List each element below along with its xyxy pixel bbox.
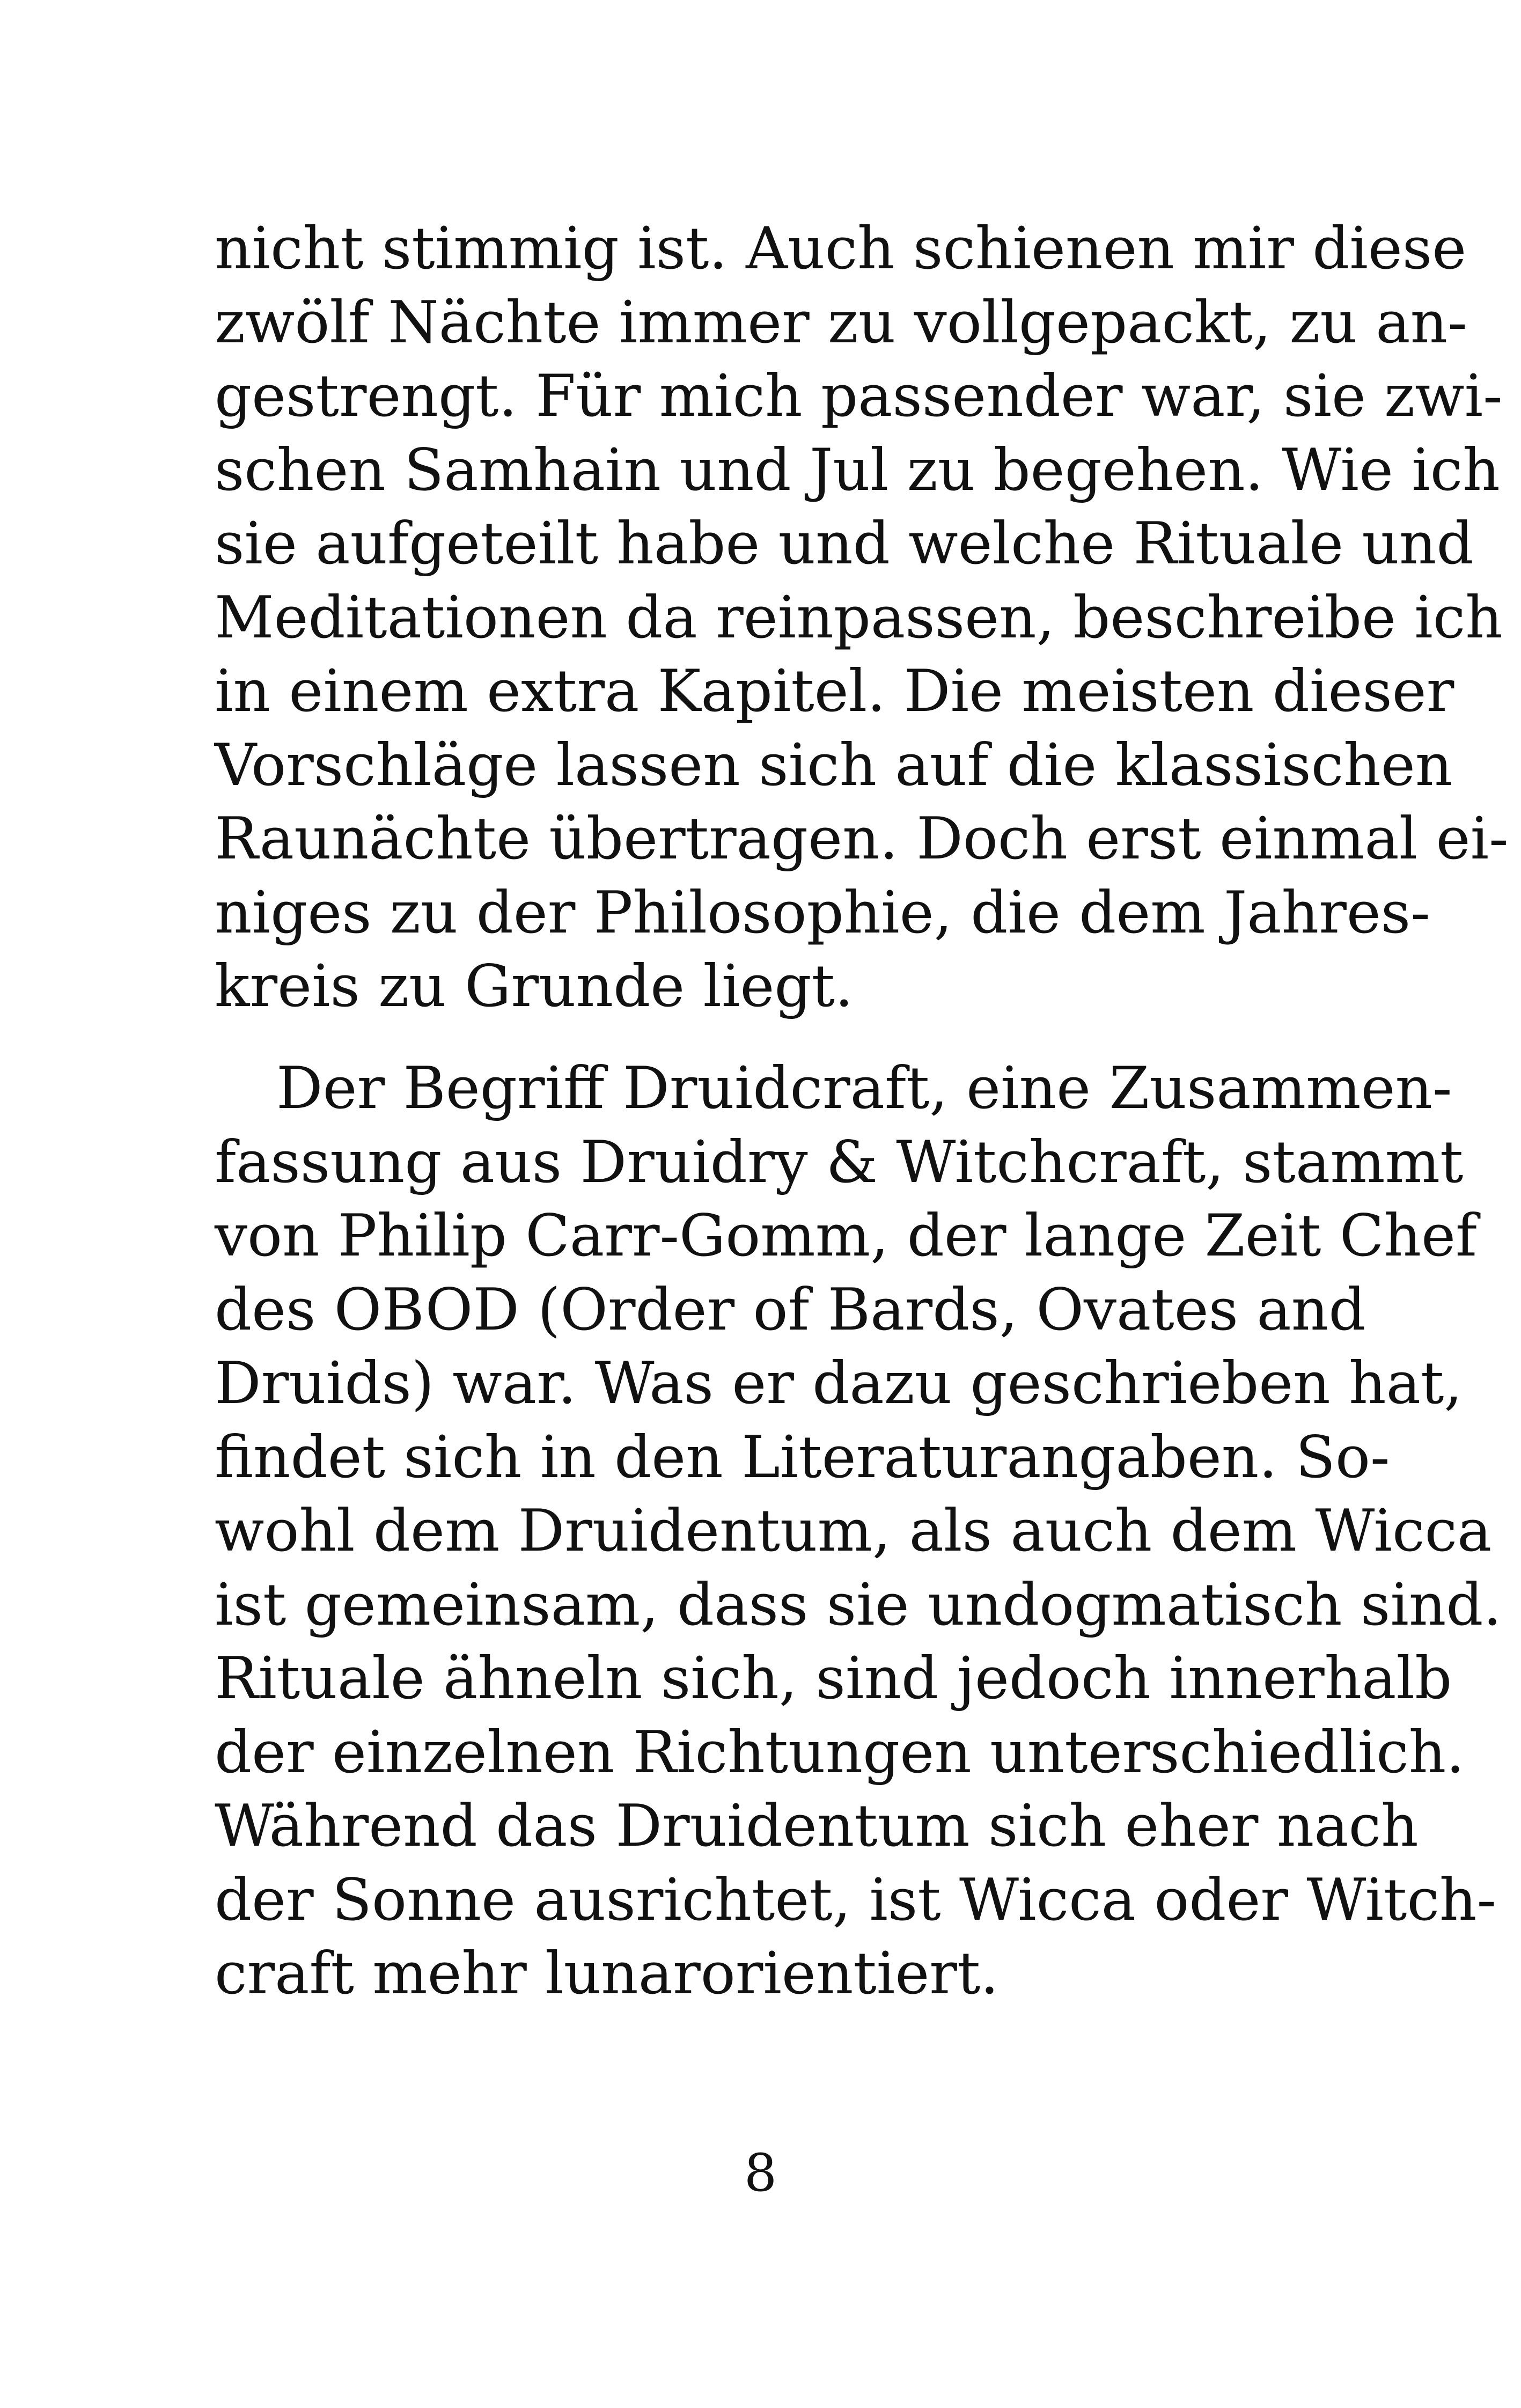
text-line: zwölf Nächte immer zu vollgepackt, zu an- bbox=[215, 289, 1467, 356]
text-line: nicht stimmig ist. Auch schienen mir diese bbox=[215, 215, 1467, 282]
text-line: schen Samhain und Jul zu begehen. Wie ich bbox=[215, 436, 1500, 504]
text-line: Raunächte übertragen. Doch erst einmal ei- bbox=[215, 805, 1509, 872]
page-number: 8 bbox=[744, 2143, 777, 2203]
text-line: der Sonne ausrichtet, ist Wicca oder Witch- bbox=[215, 1866, 1496, 1934]
text-line: sie aufgeteilt habe und welche Rituale und bbox=[215, 510, 1474, 577]
text-line: wohl dem Druidentum, als auch dem Wicca bbox=[215, 1497, 1492, 1565]
text-line: Meditationen da reinpassen, beschreibe ich bbox=[215, 584, 1503, 651]
text-line: Der Begriff Druidcraft, eine Zusammen- bbox=[276, 1055, 1452, 1122]
text-line: der einzelnen Richtungen unterschiedlich. bbox=[215, 1719, 1465, 1786]
paragraph-1 bbox=[215, 212, 1509, 1024]
text-line: in einem extra Kapitel. Die meisten dieser bbox=[215, 658, 1454, 725]
text-line: von Philip Carr-Gomm, der lange Zeit Chef bbox=[215, 1202, 1477, 1269]
text-line: findet sich in den Literaturangaben. So- bbox=[215, 1423, 1390, 1491]
text-line: fassung aus Druidry & Witchcraft, stammt bbox=[215, 1128, 1464, 1196]
text-line: craft mehr lunarorientiert. bbox=[215, 1940, 999, 2007]
text-line: Während das Druidentum sich eher nach bbox=[215, 1793, 1419, 1860]
text-line: Rituale ähneln sich, sind jedoch innerhalb bbox=[215, 1645, 1452, 1712]
paragraph-2 bbox=[215, 1052, 1502, 2011]
text-line: Vorschläge lassen sich auf die klassischen bbox=[215, 731, 1453, 799]
text-line: gestrengt. Für mich passender war, sie zwi- bbox=[215, 363, 1503, 430]
text-line: Druids) war. Was er dazu geschrieben hat, bbox=[215, 1350, 1463, 1417]
text-line: ist gemeinsam, dass sie undogmatisch sind. bbox=[215, 1571, 1502, 1639]
text-line: niges zu der Philosophie, die dem Jahres- bbox=[215, 879, 1430, 946]
text-line: kreis zu Grunde liegt. bbox=[215, 953, 854, 1020]
text-line: des OBOD (Order of Bards, Ovates and bbox=[215, 1276, 1366, 1344]
